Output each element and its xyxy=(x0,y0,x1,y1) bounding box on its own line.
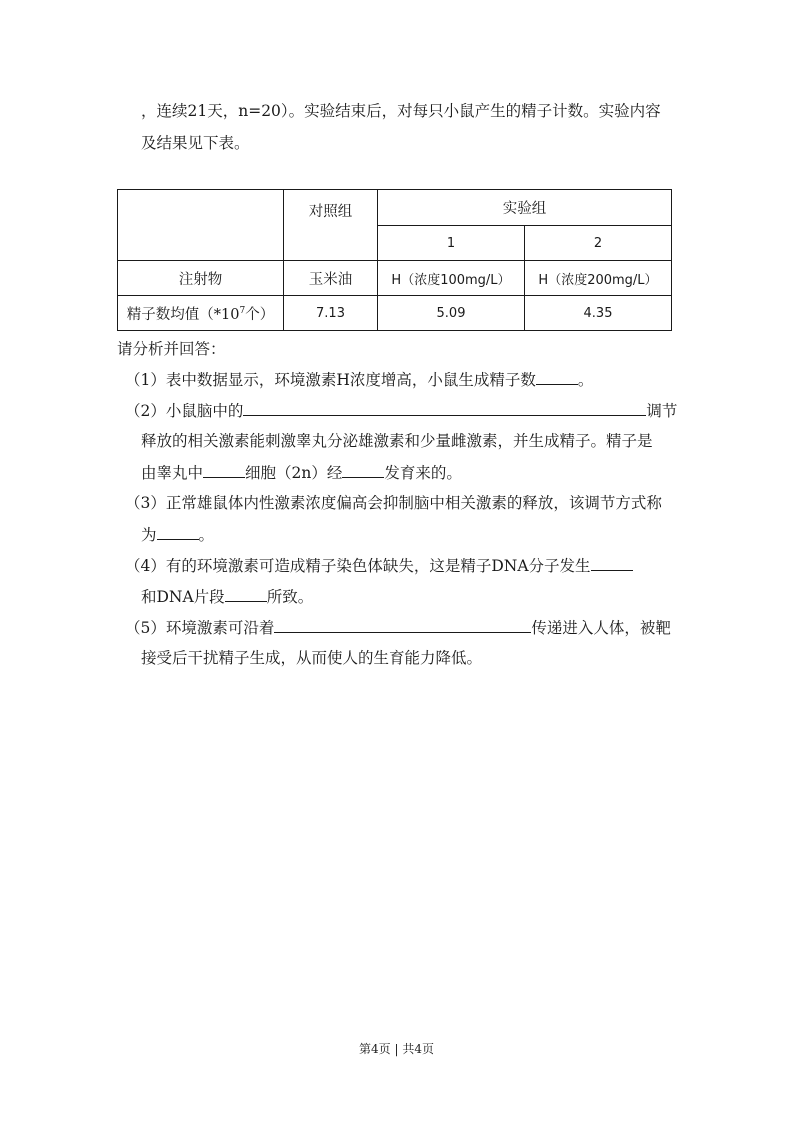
row-label-sperm-count: 精子数均值（$*10^7$个） xyxy=(118,296,284,331)
question-5-line-2: 接受后干扰精子生成，从而使人的生育能力降低。 xyxy=(141,649,483,667)
cell-exp2-injection: H（浓度200mg/L） xyxy=(525,261,672,296)
cell-control-injection: 玉米油 xyxy=(284,261,378,296)
answer-blank-4b[interactable] xyxy=(225,586,267,602)
page-footer: 第4页 | 共4页 xyxy=(359,1042,434,1056)
answer-blank-2c[interactable] xyxy=(342,462,384,478)
results-table xyxy=(117,189,672,331)
question-1: （1）表中数据显示，环境激素H浓度增高，小鼠生成精子数 。 xyxy=(125,371,594,389)
question-3-line-2: 为 。 xyxy=(141,526,215,544)
question-2-line-3: 由睾丸中 细胞（2n）经 发育来的。 xyxy=(141,464,462,482)
answer-blank-3[interactable] xyxy=(157,524,199,540)
answer-blank-2b[interactable] xyxy=(203,462,245,478)
header-exp-1: 1 xyxy=(378,226,525,261)
question-4-line-1: （4）有的环境激素可造成精子染色体缺失，这是精子DNA分子发生 xyxy=(125,555,633,576)
intro-line-2: 及结果见下表。 xyxy=(141,134,250,152)
cell-exp1-injection: H（浓度100mg/L） xyxy=(378,261,525,296)
answer-blank-1[interactable] xyxy=(536,369,578,385)
intro-line-1: ，连续21天，n=20）。实验结束后，对每只小鼠产生的精子计数。实验内容 xyxy=(141,102,661,120)
question-2-line-1: （2）小鼠脑中的 调节 xyxy=(125,402,678,420)
header-control: 对照组 xyxy=(284,190,378,261)
answer-blank-2a[interactable] xyxy=(243,400,646,416)
question-2-line-2: 释放的相关激素能刺激睾丸分泌雄激素和少量雌激素，并生成精子。精子是 xyxy=(141,432,653,450)
question-4-line-2: 和DNA片段 所致。 xyxy=(141,588,314,606)
header-exp-2: 2 xyxy=(525,226,672,261)
prompt-text: 请分析并回答： xyxy=(117,340,226,358)
cell-exp1-count: 5.09 xyxy=(378,296,525,331)
question-5-line-1: （5）环境激素可沿着 传递进入人体，被靶 xyxy=(125,619,671,637)
question-3-line-1: （3）正常雄鼠体内性激素浓度偏高会抑制脑中相关激素的释放，该调节方式称 xyxy=(125,494,662,512)
table-corner-cell xyxy=(118,190,284,261)
cell-control-count: 7.13 xyxy=(284,296,378,331)
header-experiment: 实验组 xyxy=(378,190,672,226)
row-label-injection: 注射物 xyxy=(118,261,284,296)
answer-blank-5[interactable] xyxy=(274,617,531,633)
answer-blank-4a[interactable] xyxy=(591,555,633,571)
cell-exp2-count: 4.35 xyxy=(525,296,672,331)
